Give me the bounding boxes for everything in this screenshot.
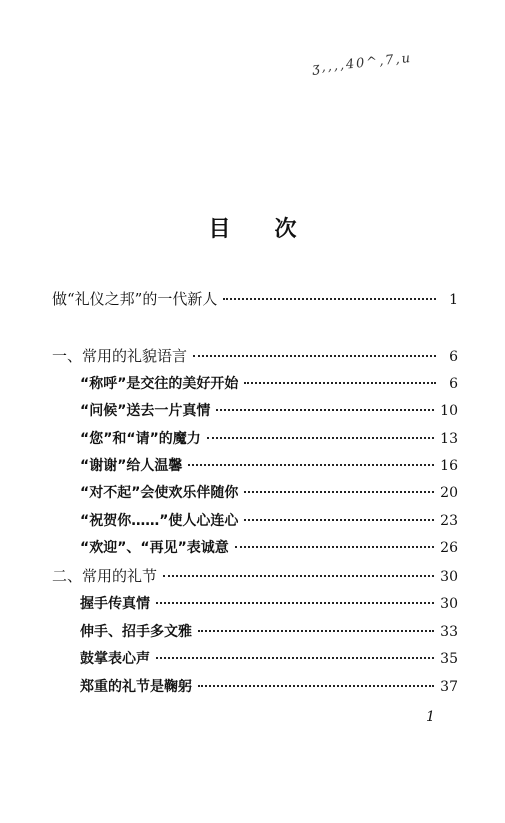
toc-entry-page: 1 xyxy=(449,292,458,308)
dot-leader xyxy=(193,355,436,357)
dot-leader xyxy=(244,519,434,521)
toc-entry-label: “问候”送去一片真情 xyxy=(80,403,211,419)
dot-leader xyxy=(244,382,436,384)
dot-leader xyxy=(198,685,434,687)
toc-section xyxy=(52,565,458,587)
toc-entry-label: 郑重的礼节是鞠躬 xyxy=(80,679,192,695)
toc-section xyxy=(52,345,458,367)
toc-entry xyxy=(52,288,458,310)
toc-entry xyxy=(80,648,458,670)
toc-entry-page: 6 xyxy=(449,376,458,392)
toc-entry-label: “祝贺你……”使人心连心 xyxy=(80,513,239,529)
dot-leader xyxy=(216,409,434,411)
toc-entry-label: 握手传真情 xyxy=(80,596,150,612)
toc-entry-page: 13 xyxy=(440,431,458,447)
toc-entry-page: 23 xyxy=(440,513,458,529)
toc-entry-label: 伸手、招手多文雅 xyxy=(80,624,192,640)
toc-entry-page: 30 xyxy=(440,596,458,612)
toc-entry xyxy=(80,400,458,422)
toc-entry xyxy=(80,593,458,615)
toc-entry xyxy=(80,455,458,477)
toc-entry-page: 33 xyxy=(440,624,458,640)
dot-leader xyxy=(244,491,434,493)
toc-entry-label: “对不起”会使欢乐伴随你 xyxy=(80,485,239,501)
toc-entry-page: 10 xyxy=(440,403,458,419)
toc-entry xyxy=(80,428,458,450)
toc-entry xyxy=(80,621,458,643)
toc-entry-page: 20 xyxy=(440,485,458,501)
toc-entry xyxy=(80,537,458,559)
toc-section-label: 一、常用的礼貌语言 xyxy=(52,347,188,365)
toc-section-label: 二、常用的礼节 xyxy=(52,567,158,585)
toc-entry-label: “您”和“请”的魔力 xyxy=(80,431,201,447)
dot-leader xyxy=(188,464,434,466)
dot-leader xyxy=(156,657,434,659)
toc-entry-page: 37 xyxy=(440,679,458,695)
dot-leader xyxy=(198,630,434,632)
toc-entry-page: 26 xyxy=(440,540,458,556)
toc-entry-label: “欢迎”、“再见”表诚意 xyxy=(80,540,229,556)
toc-entry-label: “称呼”是交往的美好开始 xyxy=(80,376,239,392)
toc-entry-page: 35 xyxy=(440,651,458,667)
toc-section-page: 30 xyxy=(440,569,458,585)
dot-leader xyxy=(235,546,434,548)
page-title xyxy=(0,212,505,243)
toc-entry-label: 鼓掌表心声 xyxy=(80,651,150,667)
dot-leader xyxy=(223,298,436,300)
dot-leader xyxy=(163,575,434,577)
dot-leader xyxy=(207,437,434,439)
toc-section-page: 6 xyxy=(449,349,458,365)
title-char-2: 次 xyxy=(274,217,297,242)
toc-entry-label: 做“礼仪之邦”的一代新人 xyxy=(52,290,218,308)
toc-entry xyxy=(80,676,458,698)
toc-entry xyxy=(80,510,458,532)
title-char-1: 目 xyxy=(208,217,231,242)
toc-entry xyxy=(80,482,458,504)
toc-entry xyxy=(80,373,458,395)
page-number: 1 xyxy=(426,709,435,725)
toc-entry-label: “谢谢”给人温馨 xyxy=(80,458,183,474)
toc-entry-page: 16 xyxy=(440,458,458,474)
handwritten-annotation: ʒ,,,,40^,7,u xyxy=(311,50,413,77)
dot-leader xyxy=(156,602,434,604)
